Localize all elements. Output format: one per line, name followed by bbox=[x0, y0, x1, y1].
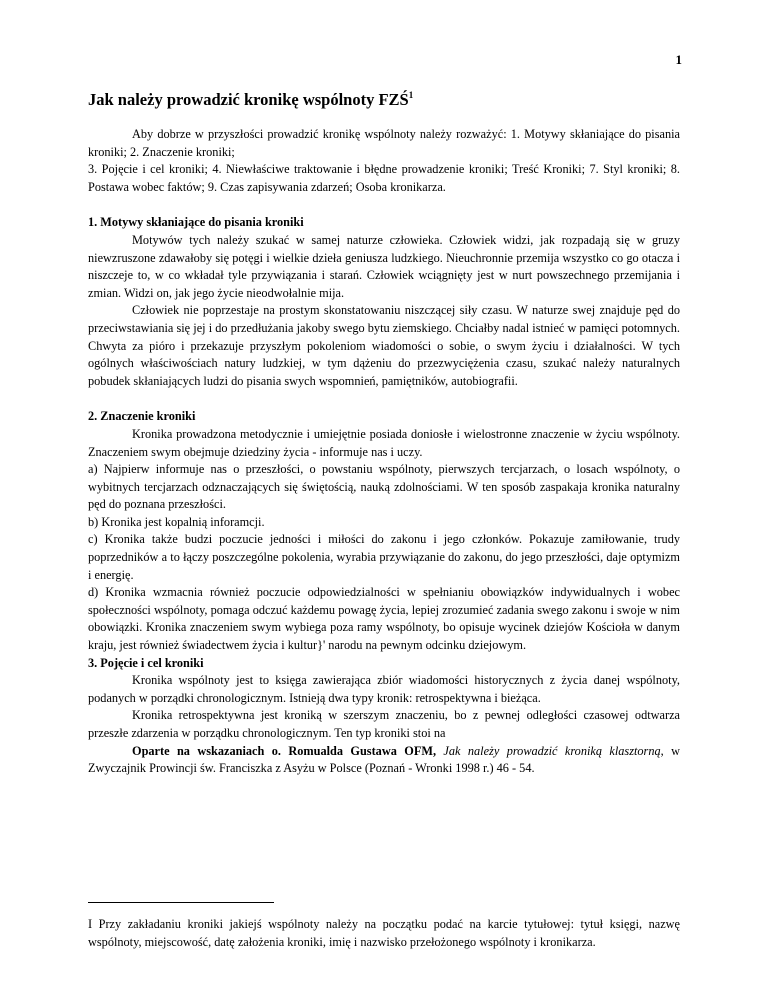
source-rest: , w Zwyczajnik Prowincji św. Franciszka z Asyżu w Polsce (Poznań - Wronki 1998 r.) 46 - 54. bbox=[88, 743, 680, 776]
section-concept bbox=[88, 655, 680, 743]
list-item: b) Kronika jest kopalnią inforamcji. bbox=[88, 514, 265, 529]
section-significance bbox=[88, 408, 680, 654]
body-paragraph: Kronika wspólnoty jest to księga zawierająca zbiór wiadomości historycznych z życia danej wspólnoty, podanych w porządki chronologicznym. Istnieją dwa typy kronik: retrospektywna i bieżąca. bbox=[88, 673, 680, 705]
list-item: c) Kronika także budzi poczucie jedności i miłości do zakonu i jego członków. Pokazuje zamiłowanie, trudy poprzedników a to łączy poszczególne pokolenia, wyrabia przywiązanie do zakonu, do jego przeszłości, daje optymizm i energię. bbox=[88, 532, 680, 582]
intro-paragraph: Aby dobrze w przyszłości prowadzić kronikę wspólnoty należy rozważyć: 1. Motywy skłaniające do pisania kroniki; 2. Znaczenie kroniki; bbox=[88, 127, 680, 159]
footnote-divider bbox=[88, 902, 274, 903]
page-number: 1 bbox=[675, 52, 682, 67]
body-paragraph: Kronika prowadzona metodycznie i umiejętnie posiada doniosłe i wielostronne znaczenie w życiu wspólnoty. Znaczeniem swym obejmuje dziedziny życia - informuje nas i uczy. bbox=[88, 426, 680, 459]
source-bold: Oparte na wskazaniach o. Romualda Gustawa OFM, bbox=[132, 743, 437, 758]
title-footnote-mark: 1 bbox=[408, 89, 414, 100]
intro-paragraph: 3. Pojęcie i cel kroniki; 4. Niewłaściwe traktowanie i błędne prowadzenie kroniki; Treść Kroniki; 7. Styl kroniki; 8. Postawa wobec faktów; 9. Czas zapisywania zdarzeń; Osoba kronikarza. bbox=[88, 162, 680, 194]
body-paragraph: Kronika retrospektywna jest kroniką w szerszym znaczeniu, bo z pewnej odległości czasowej odtwarza przeszłe zdarzenia w porządku chronologicznym. Ten typ kroniki stoi na bbox=[88, 708, 680, 740]
list-item: a) Najpierw informuje nas o przeszłości, o powstaniu wspólnoty, pierwszych tercjarzach, o losach wspólnoty, o wybitnych tercjarzach odznaczających się świętością, nauką zdolnościami. W ten sposób zaspakaja kronika naturalny pęd do poznana przeszłości. bbox=[88, 462, 680, 512]
section-heading: 1. Motywy skłaniające do pisania kroniki bbox=[88, 215, 304, 230]
document-title bbox=[88, 90, 413, 110]
body-paragraph: Człowiek nie poprzestaje na prostym skonstatowaniu niszczącej siły czasu. W naturze swej znajduje pęd do przeciwstawiania się jej i do przedłużania jakoby swego bytu ziemskiego. Chciałby nadal istnieć w pamięci potomnych. Chwyta za pióro i przekazuje przyszłym pokoleniom wiadomości o sobie, o swym życiu i działalności. W tych ogólnych właściwościach natury ludzkiej, w tym dążeniu do przezwyciężenia czasu, szukać należy naturalnych pobudek skłaniających ludzi do pisania swych wspomnień, pamiętników, autobiografii. bbox=[88, 303, 680, 388]
source-note bbox=[88, 743, 680, 778]
body-paragraph: Motywów tych należy szukać w samej naturze człowieka. Człowiek widzi, jak rozpadają się w gruzy niewzruszone zdawałoby się potęgi i wielkie dzieła geniusza ludzkiego. Nieuchronnie przemija wszystko co go otacza i niszczeje to, w co wkładał tyle przywiązania i starań. Człowiek wciągnięty jest w nurt powszechnego przemijania i zmian. Widzi on, jak jego życie nieodwołalnie mija. bbox=[88, 232, 680, 300]
document-body bbox=[88, 126, 680, 778]
footnote-text: I Przy zakładaniu kroniki jakiejś wspólnoty należy na początku podać na karcie tytułowej: tytuł księgi, nazwę wspólnoty, miejscowość, datę założenia kroniki, imię i nazwisko przełożonego wspólnoty i kronikarza. bbox=[88, 917, 680, 949]
list-item: d) Kronika wzmacnia również poczucie odpowiedzialności w spełnianiu obowiązków indywidualnych i wobec społeczności wspólnoty, pomaga odczuć każdemu powagę życia, lepiej zrozumieć zadania swego zakonu i swoje w nim obowiązki. Kronika znaczeniem swym wybiega poza ramy wspólnoty, bo opisuje wycinek dziejów Kościoła w danym kraju, jest również świadectwem życia i kultur}' narodu na pewnym odcinku dziejowym. bbox=[88, 585, 680, 653]
source-italic: Jak należy prowadzić kroniką klasztorną bbox=[443, 743, 661, 758]
title-text: Jak należy prowadzić kronikę wspólnoty FZŚ bbox=[88, 90, 409, 109]
section-heading: 3. Pojęcie i cel kroniki bbox=[88, 655, 204, 670]
section-motives bbox=[88, 214, 680, 390]
section-heading: 2. Znaczenie kroniki bbox=[88, 409, 196, 424]
